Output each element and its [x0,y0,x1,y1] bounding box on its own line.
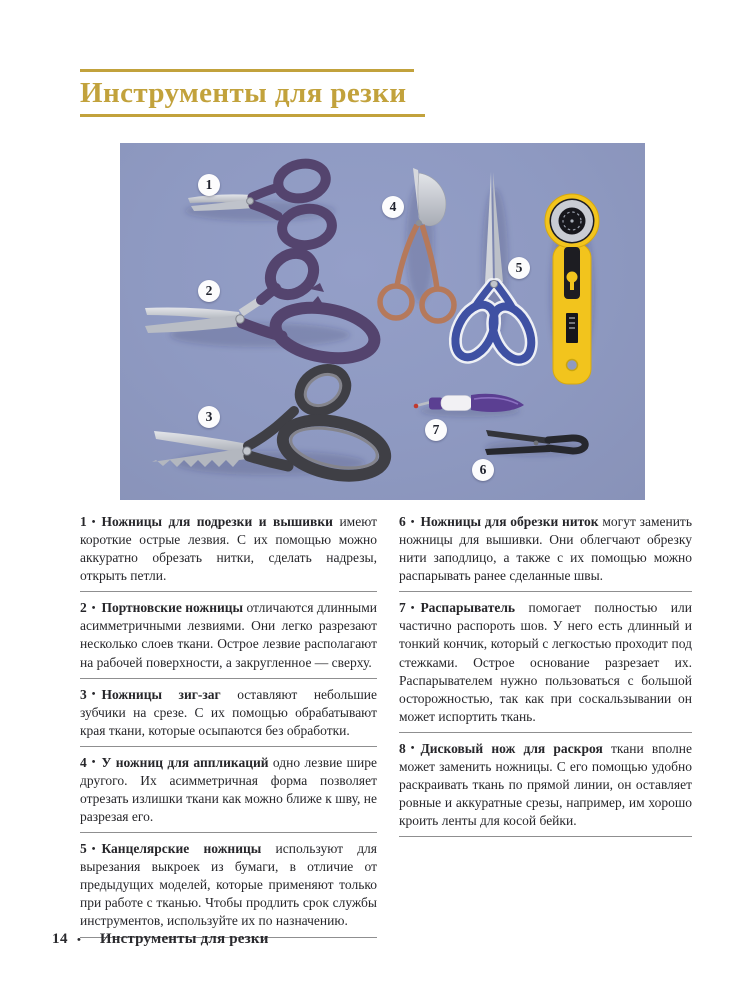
tools-illustration [120,143,645,500]
item-number: 1 [80,514,87,529]
photo-label-4: 4 [382,196,404,218]
bullet-icon: • [91,602,96,614]
bullet-icon: • [91,689,96,701]
item-text: одно лезвие шире другого. Их асимметричная форма позволяет отрезать излишки ткани как можно ближе к шву, не разрезая его. [80,754,378,825]
item-text: отличаются длинными асимметричными лезвиями. Они легко разрезают несколько слоев ткани. Острое лезвие располагают на рабочей поверхности, а закругленное — сверху. [80,600,377,670]
divider [399,732,692,733]
page-number: 14 [52,931,68,947]
tool-description-5 [80,840,377,937]
item-text: ткани вполне может заменить ножницы. С его помощью удобно раскраивать ткань по прямой линии, он оставляет ровные и аккуратные срезы, например, им хорошо кроить ленты для косой бейки. [399,740,693,829]
bullet-icon: • [91,757,96,769]
divider [399,836,692,837]
tools-photo [120,143,645,500]
tailor-scissors-illustration [145,245,378,365]
item-lead: Портновские ножницы [101,600,244,616]
item-number: 8 [399,740,406,756]
tool-description-3 [80,686,377,747]
tool-description-6 [399,513,692,592]
divider [80,591,377,592]
description-column-right [399,513,692,844]
item-lead: Ножницы для подрезки и вышивки [101,514,333,529]
item-lead: Дисковый нож для раскроя [420,740,603,756]
tool-description-8 [399,740,692,837]
photo-label-1: 1 [198,174,220,196]
title-rule-bottom [80,114,425,117]
bullet-icon: • [77,933,81,946]
bullet-icon: • [410,602,415,614]
divider [80,746,377,747]
rotary-cutter-illustration [545,194,599,384]
bullet-icon: • [91,516,96,528]
photo-label-3: 3 [198,406,220,428]
item-text: имеют короткие острые лезвия. С их помощью можно аккуратно обрезать нитки, сделать надрезы, открыть петли. [80,514,378,584]
item-text: помогает полностью или частично распороть шов. У него есть длинный и тонкий кончик, который с легкостью проходит под стежками. Острое основание разрезает их. Распарывателем нужно пользоваться с большой осторожностью, так как при соскальзывании он может испортить ткань. [399,600,692,724]
item-lead: Канцелярские ножницы [101,841,262,857]
tool-description-2 [80,599,377,678]
item-lead: Распарыватель [420,600,516,616]
page-footer [52,931,269,948]
divider [80,678,377,679]
divider [80,832,377,833]
item-number: 2 [80,600,87,616]
photo-label-5: 5 [508,257,530,279]
item-number: 4 [80,754,87,770]
item-number: 5 [80,841,87,857]
title-block [80,69,425,117]
bullet-icon: • [410,516,415,528]
page-title: Инструменты для резки [80,77,407,109]
divider [399,591,692,592]
tool-description-4 [80,754,377,833]
item-text: могут заменить ножницы для вышивки. Они облегчают обрезку нити заподлицо, а также с их помощью можно распарывать ранее сделанные швы. [399,514,692,584]
photo-label-7: 7 [425,419,447,441]
photo-label-6: 6 [472,459,494,481]
item-lead: Ножницы для обрезки ниток [420,514,599,529]
item-number: 6 [399,514,406,529]
bullet-icon: • [410,743,415,755]
footer-chapter-title: Инструменты для резки [99,931,269,947]
tool-description-1 [80,513,377,592]
item-lead: Ножницы зиг-заг [101,686,221,702]
photo-label-2: 2 [198,280,220,302]
description-column-left [80,513,377,945]
tool-description-7 [399,599,692,733]
item-lead: У ножниц для аппликаций [101,754,269,770]
item-text: используют для вырезания выкроек из бумаги, в отличие от предыдущих моделей, которые применяют только при работе с тканью. Чтобы продлить срок службы инструментов, используйте их по назначению. [80,841,378,929]
item-number: 3 [80,686,87,702]
item-text: оставляют небольшие зубчики на срезе. С их помощью обрабатывают края ткани, которые осыпаются без обработки. [80,686,377,738]
bullet-icon: • [91,843,96,855]
item-number: 7 [399,600,406,616]
title-rule-top [80,69,414,72]
